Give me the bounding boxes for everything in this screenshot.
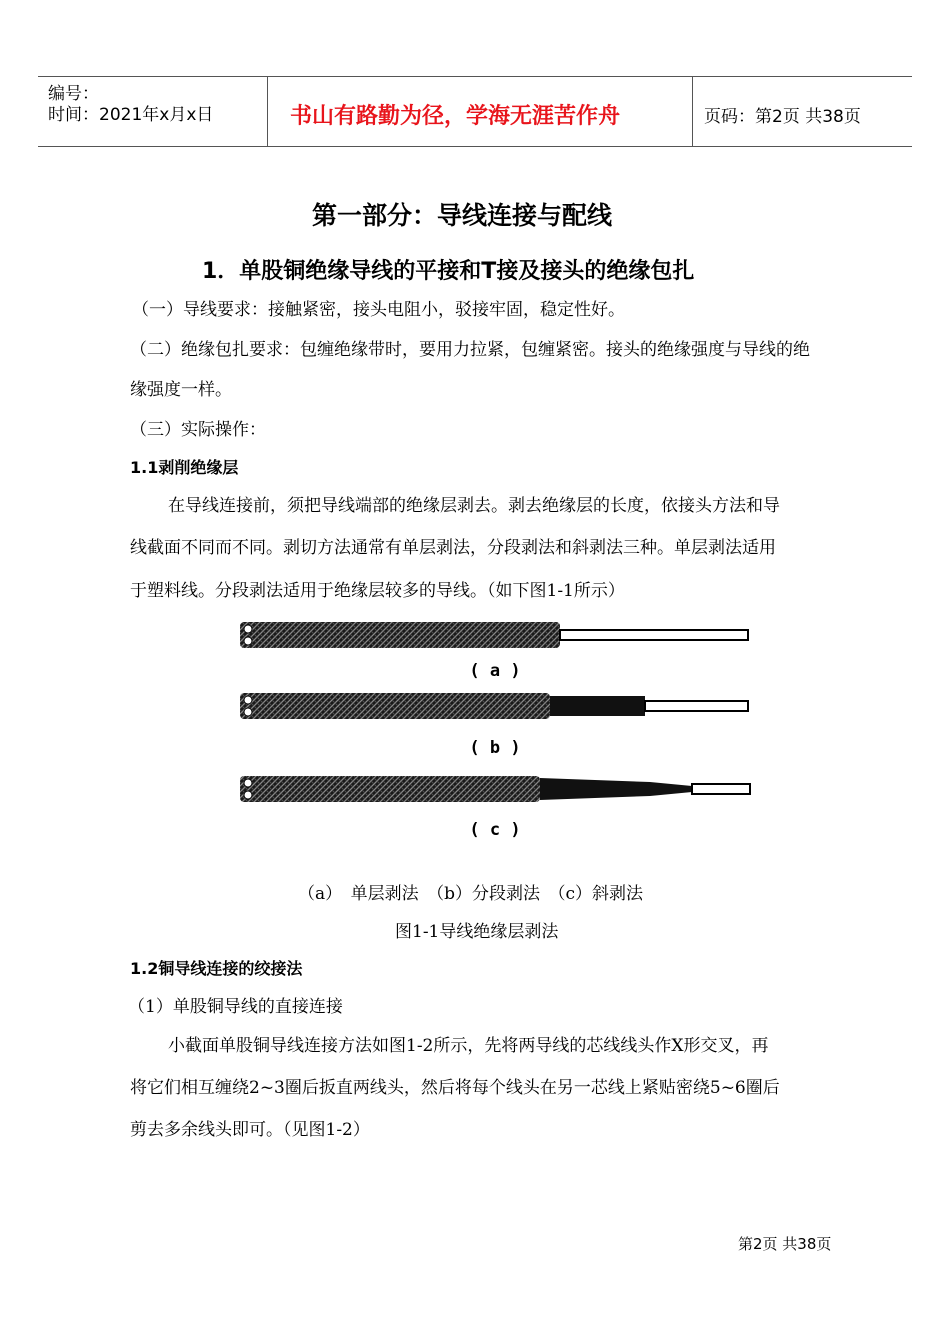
sub12-line1: 小截面单股铜导线连接方法如图1-2所示，先将两导线的芯线线头作X形交叉，再 <box>168 1036 769 1056</box>
page-footer: 第2页 共38页 <box>738 1235 832 1253</box>
header-top-rule <box>38 76 912 77</box>
sub12-line2: 将它们相互缠绕2~3圈后扳直两线头，然后将每个线头在另一芯线上紧贴密绕5~6圈后 <box>130 1078 780 1098</box>
section1-req3: （三）实际操作： <box>130 420 266 440</box>
header-motto: 书山有路勤为径，学海无涯苦作舟 <box>290 104 621 129</box>
wire-c <box>240 776 750 802</box>
sub11-line1: 在导线连接前，须把导线端部的绝缘层剥去。剥去绝缘层的长度，依接头方法和导 <box>168 496 780 516</box>
label-a: ( a ) <box>469 661 521 681</box>
label-c: ( c ) <box>469 820 521 840</box>
sub12-line3: 剪去多余线头即可。（见图1-2） <box>130 1120 370 1140</box>
figure-caption-title: 图1-1导线绝缘层剥法 <box>395 922 559 942</box>
section1-req1: （一）导线要求：接触紧密，接头电阻小，驳接牢固，稳定性好。 <box>132 300 625 320</box>
section1-req2-line2: 缘强度一样。 <box>130 380 232 400</box>
date-label: 时间：2021年x月x日 <box>48 105 214 125</box>
page-info: 页码：第2页 共38页 <box>704 107 861 127</box>
wire-a <box>240 622 748 648</box>
sub12-heading: 1.2铜导线连接的绞接法 <box>130 959 303 978</box>
header-bottom-rule <box>38 146 912 147</box>
figure-caption-methods: （a） 单层剥法 （b）分段剥法 （c）斜剥法 <box>298 884 644 904</box>
sub12-item1: （1）单股铜导线的直接连接 <box>128 997 343 1017</box>
serial-label: 编号： <box>48 84 99 104</box>
section1-heading: 1．单股铜绝缘导线的平接和T接及接头的绝缘包扎 <box>202 259 695 284</box>
section1-req2-line1: （二）绝缘包扎要求：包缠绝缘带时，要用力拉紧，包缠紧密。接头的绝缘强度与导线的绝 <box>130 340 810 360</box>
header-divider-right <box>692 76 693 146</box>
figure-1-1 <box>230 610 760 845</box>
label-b: ( b ) <box>469 738 521 758</box>
sub11-line3: 于塑料线。分段剥法适用于绝缘层较多的导线。（如下图1-1所示） <box>130 581 625 601</box>
sub11-heading: 1.1剥削绝缘层 <box>130 458 239 477</box>
wire-b <box>240 693 748 719</box>
sub11-line2: 线截面不同而不同。剥切方法通常有单层剥法，分段剥法和斜剥法三种。单层剥法适用 <box>130 538 776 558</box>
page-title: 第一部分：导线连接与配线 <box>312 201 613 230</box>
header-divider-left <box>267 76 268 146</box>
